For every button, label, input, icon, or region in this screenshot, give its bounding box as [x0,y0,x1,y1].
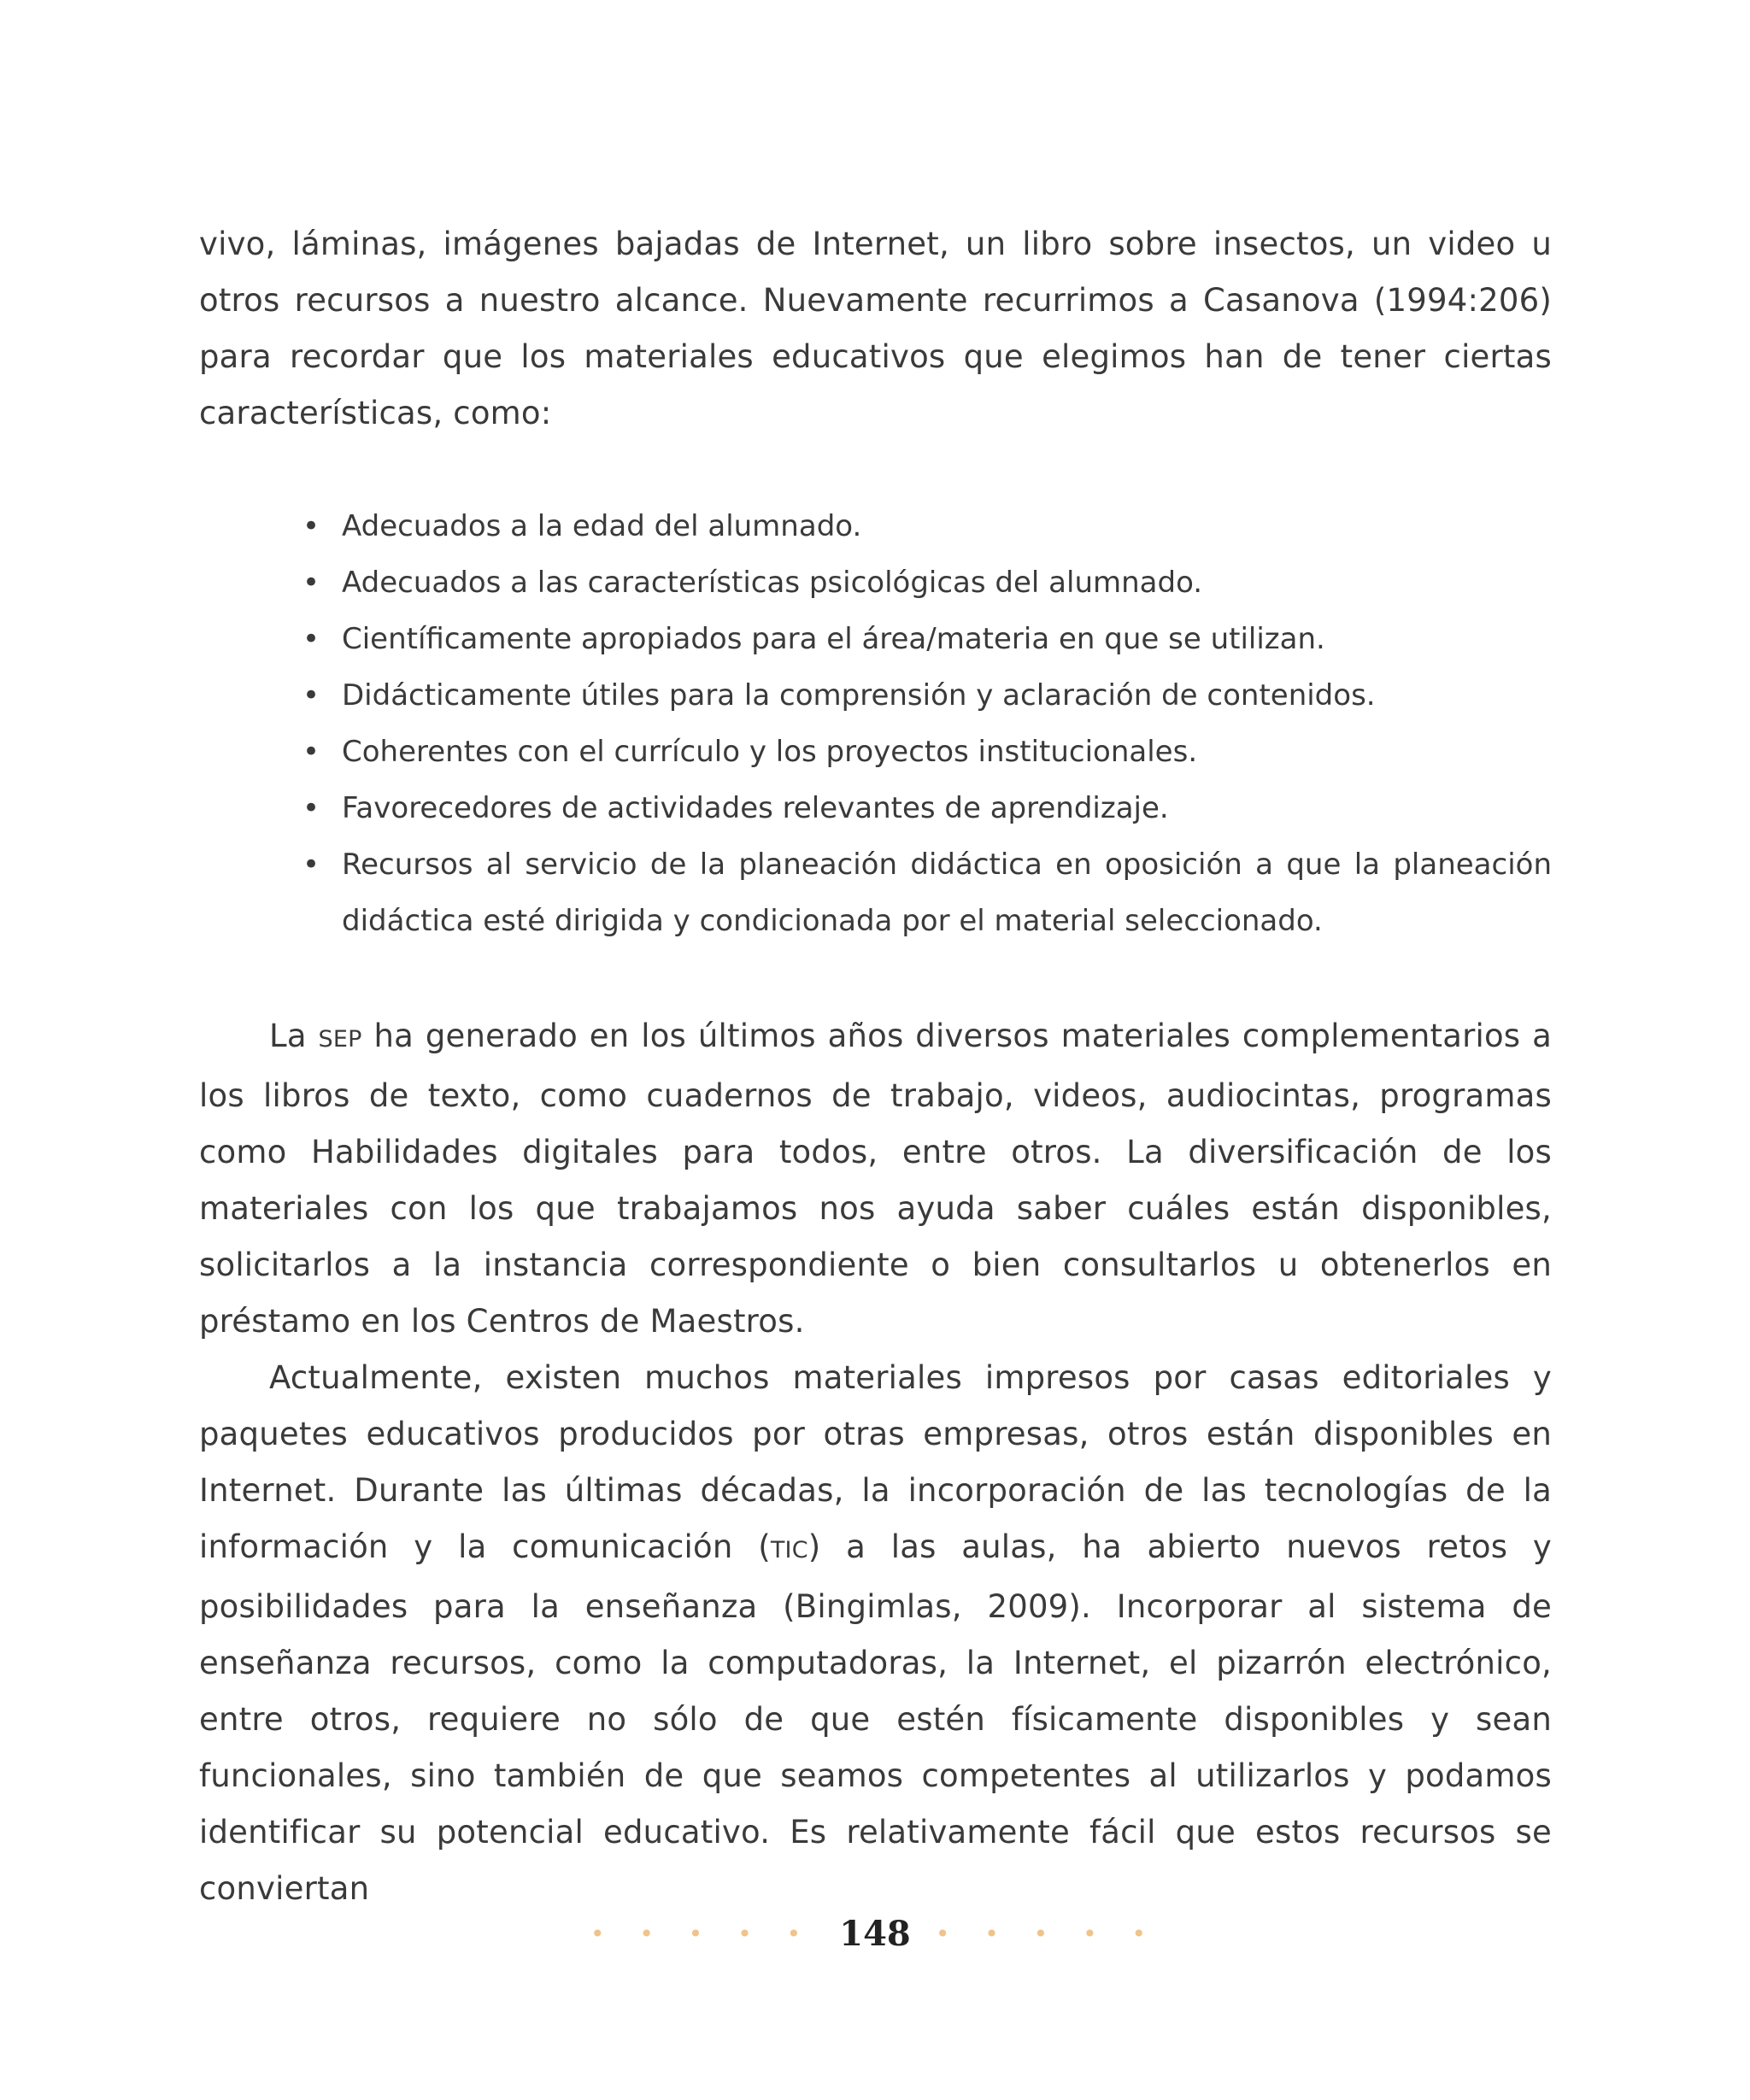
sep-paragraph [199,1008,1552,1350]
bullet-icon: • [302,566,320,600]
tic-paragraph-rest: ) a las aulas, ha abierto nuevos retos y posibilidades para la enseñanza (Bingimlas, 2009). Incorporar al sistema de enseñanza recursos, como la computadoras, la Internet, el pizarrón electrónico, entre otros, requiere no sólo de que estén físicamente disponibles y sean funcionales, sino también de que seamos competentes al utilizarlos y podamos identificar su potencial educativo. Es relativamente fácil que estos recursos se conviertan [199,1528,1552,1907]
page-number: 148 [839,1914,911,1954]
bullet-icon: • [302,791,320,825]
intro-paragraph [199,216,1552,442]
list-item [299,498,1552,554]
bullet-icon: • [302,848,320,882]
list-item [299,611,1552,667]
intro-text: vivo, láminas, imágenes bajadas de Internet, un libro sobre insectos, un video u otros recursos a nuestro alcance. Nuevamente recurrimos a Casanova (1994:206) para recordar que los materiales educativos que elegimos han de tener ciertas características, como: [199,226,1552,431]
tic-acronym: TIC [770,1537,808,1563]
list-item [299,554,1552,611]
list-item-text: Científicamente apropiados para el área/materia en que se utilizan. [342,622,1325,656]
sep-acronym: SEP [318,1026,362,1053]
list-item [299,667,1552,724]
list-item-text: Favorecedores de actividades relevantes de aprendizaje. [342,791,1169,825]
tic-paragraph-lead: Actualmente, existen muchos materiales impresos por casas editoriales y paquetes educativos producidos por otras empresas, otros están disponibles en Internet. Durante las últimas décadas, la incorporación de las tecnologías de la información y la comunicación ( [199,1359,1552,1565]
list-item-text: Didácticamente útiles para la comprensión y aclaración de contenidos. [342,678,1376,713]
bullet-icon: • [302,622,320,656]
footer-dots-left: • • • • • [590,1920,815,1948]
bullet-icon: • [302,735,320,769]
page-footer [0,1914,1750,1965]
characteristics-list [299,498,1552,949]
sep-paragraph-rest: ha generado en los últimos años diversos materiales complementarios a los libros de texto, como cuadernos de trabajo, videos, audiocintas, programas como Habilidades digitales para todos, entre otros. La diversificación de los materiales con los que trabajamos nos ayuda saber cuáles están disponibles, solicitarlos a la instancia correspondiente o bien consultarlos u obtenerlos en préstamo en los Centros de Maestros. [199,1018,1553,1340]
sep-paragraph-lead: La [269,1018,319,1054]
list-item [299,836,1552,949]
list-item [299,780,1552,836]
list-item-text: Recursos al servicio de la planeación didáctica en oposición a que la planeación didáctica esté dirigida y condicionada por el material seleccionado. [342,848,1552,938]
body-text [199,1008,1552,1917]
bullet-icon: • [302,509,320,543]
tic-paragraph [199,1350,1552,1917]
list-item-text: Coherentes con el currículo y los proyectos institucionales. [342,735,1198,769]
list-item-text: Adecuados a las características psicológicas del alumnado. [342,566,1203,600]
list-item-text: Adecuados a la edad del alumnado. [342,509,862,543]
footer-dots-right: • • • • • [935,1920,1160,1948]
bullet-icon: • [302,678,320,713]
list-item [299,724,1552,780]
